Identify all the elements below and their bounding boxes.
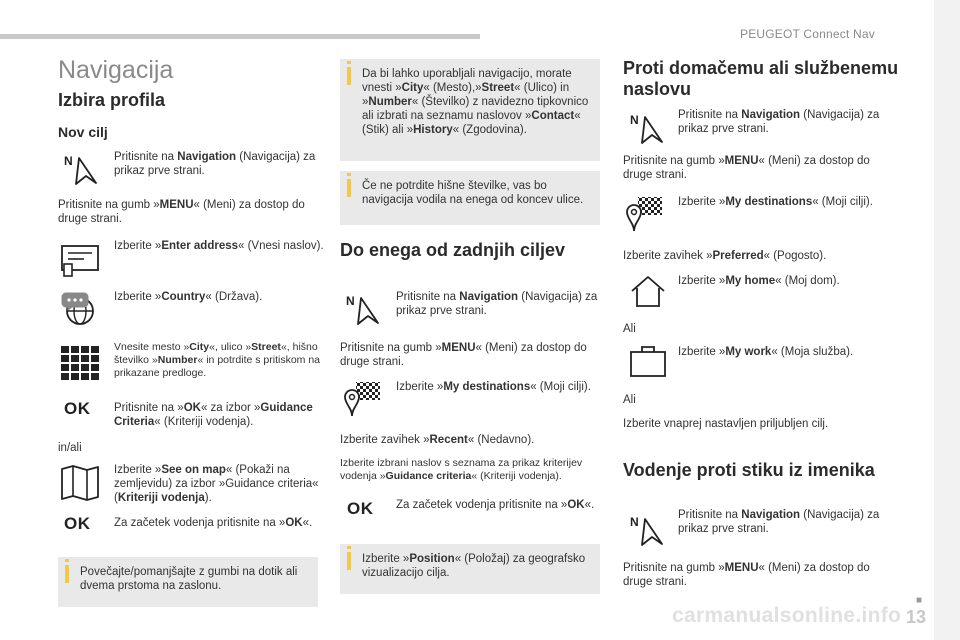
navigation-icon <box>628 511 668 551</box>
label-or: Ali <box>623 394 636 406</box>
para-recent-tab: Izberite zavihek »Recent« (Nedavno). <box>340 434 535 446</box>
page-number: 13 <box>906 607 927 627</box>
step-see-on-map: Izberite »See on map« (Pokaži na zemljevidu) za izbor »Guidance criteria« (Kriteriji vodenja). <box>114 464 319 504</box>
my-destinations-icon <box>342 380 382 420</box>
navigation-icon <box>62 150 102 190</box>
section-title-recent: Do enega od zadnjih ciljev <box>340 240 566 260</box>
header-rule <box>0 34 480 39</box>
ok-button-icon: OK <box>64 514 91 533</box>
step-navigation: Pritisnite na Navigation (Navigacija) za prikaz prve strani. <box>114 151 316 177</box>
para-preset-favourite: Izberite vnaprej nastavljen priljubljen cilj. <box>623 418 829 430</box>
step-ok-guidance-criteria: Pritisnite na »OK« za izbor »Guidance Criteria« (Kriteriji vodenja). <box>114 402 313 428</box>
step-my-destinations: Izberite »My destinations« (Moji cilji). <box>678 196 873 208</box>
label-and-or: in/ali <box>58 442 82 454</box>
page-title: Navigacija <box>58 56 174 84</box>
para-select-address: Izberite izbrani naslov s seznama za prikaz kriterijev vodenja »Guidance criteria« (Kriteriji vodenja). <box>340 457 583 482</box>
svg-text:N: N <box>630 515 639 529</box>
step-navigation: Pritisnite na Navigation (Navigacija) za prikaz prve strani. <box>678 509 880 535</box>
side-rail <box>934 0 960 640</box>
svg-text:N: N <box>630 113 639 127</box>
section-title-profile: Izbira profila <box>58 90 166 110</box>
ok-button-icon: OK <box>347 499 374 518</box>
svg-text:N: N <box>346 294 355 308</box>
briefcase-icon <box>628 340 668 380</box>
section-title-contact: Vodenje proti stiku iz imenika <box>623 460 875 480</box>
label-or: Ali <box>623 323 636 335</box>
navigation-icon <box>344 290 384 330</box>
map-icon <box>60 463 100 503</box>
info-note-house-number: Če ne potrdite hišne številke, vas bo navigacija vodila na enega od koncev ulice. <box>340 171 600 225</box>
brand-label: PEUGEOT Connect Nav <box>740 27 875 41</box>
step-my-destinations: Izberite »My destinations« (Moji cilji). <box>396 381 591 393</box>
info-note-zoom: Povečajte/pomanjšajte z gumbi na dotik ali dvema prstoma na zaslonu. <box>58 557 318 607</box>
navigation-icon <box>628 109 668 149</box>
country-icon <box>60 289 100 329</box>
step-navigation: Pritisnite na Navigation (Navigacija) za prikaz prve strani. <box>678 109 880 135</box>
para-menu: Pritisnite na gumb »MENU« (Meni) za dostop do druge strani. <box>340 342 587 368</box>
svg-text:N: N <box>64 154 73 168</box>
rail-marker: ■ <box>916 595 923 606</box>
para-menu: Pritisnite na gumb »MENU« (Meni) za dostop do druge strani. <box>623 562 870 588</box>
info-note-address-input: Da bi lahko uporabljali navigacijo, morate vnesti »City« (Mesto),»Street« (Ulico) in »Number« (Številko) z navidezno tipkovnico ali izbrati na seznamu naslovov »Contact« (Stik) ali »History« (Zgodovina). <box>340 59 600 161</box>
step-enter-city-street-number: Vnesite mesto »City«, ulico »Street«, hišno številko »Number« in potrdite s pritiskom na prikazane predloge. <box>114 341 321 379</box>
step-start-guidance: Za začetek vodenja pritisnite na »OK«. <box>396 499 595 511</box>
keyboard-grid-icon <box>60 342 100 382</box>
watermark: carmanualsonline.info <box>672 604 902 627</box>
step-start-guidance: Za začetek vodenja pritisnite na »OK«. <box>114 517 313 529</box>
para-preferred-tab: Izberite zavihek »Preferred« (Pogosto). <box>623 250 827 262</box>
subsection-title-new-destination: Nov cilj <box>58 124 108 140</box>
home-icon <box>628 272 668 312</box>
address-entry-icon <box>60 240 100 280</box>
section-title-home-work: Proti domačemu ali službenemu naslovu <box>623 58 899 99</box>
step-enter-address: Izberite »Enter address« (Vnesi naslov). <box>114 240 324 252</box>
step-navigation: Pritisnite na Navigation (Navigacija) za prikaz prve strani. <box>396 291 598 317</box>
para-menu: Pritisnite na gumb »MENU« (Meni) za dostop do druge strani. <box>623 155 870 181</box>
ok-button-icon: OK <box>64 399 91 418</box>
info-icon <box>347 552 351 570</box>
step-my-home: Izberite »My home« (Moj dom). <box>678 275 840 287</box>
step-country: Izberite »Country« (Država). <box>114 291 263 303</box>
para-menu: Pritisnite na gumb »MENU« (Meni) za dostop do druge strani. <box>58 199 305 225</box>
step-my-work: Izberite »My work« (Moja služba). <box>678 346 854 358</box>
info-icon <box>65 565 69 583</box>
my-destinations-icon <box>624 195 664 235</box>
info-icon <box>347 179 351 197</box>
info-icon <box>347 67 351 85</box>
info-note-position: Izberite »Position« (Položaj) za geografsko vizualizacijo cilja. <box>340 544 600 594</box>
